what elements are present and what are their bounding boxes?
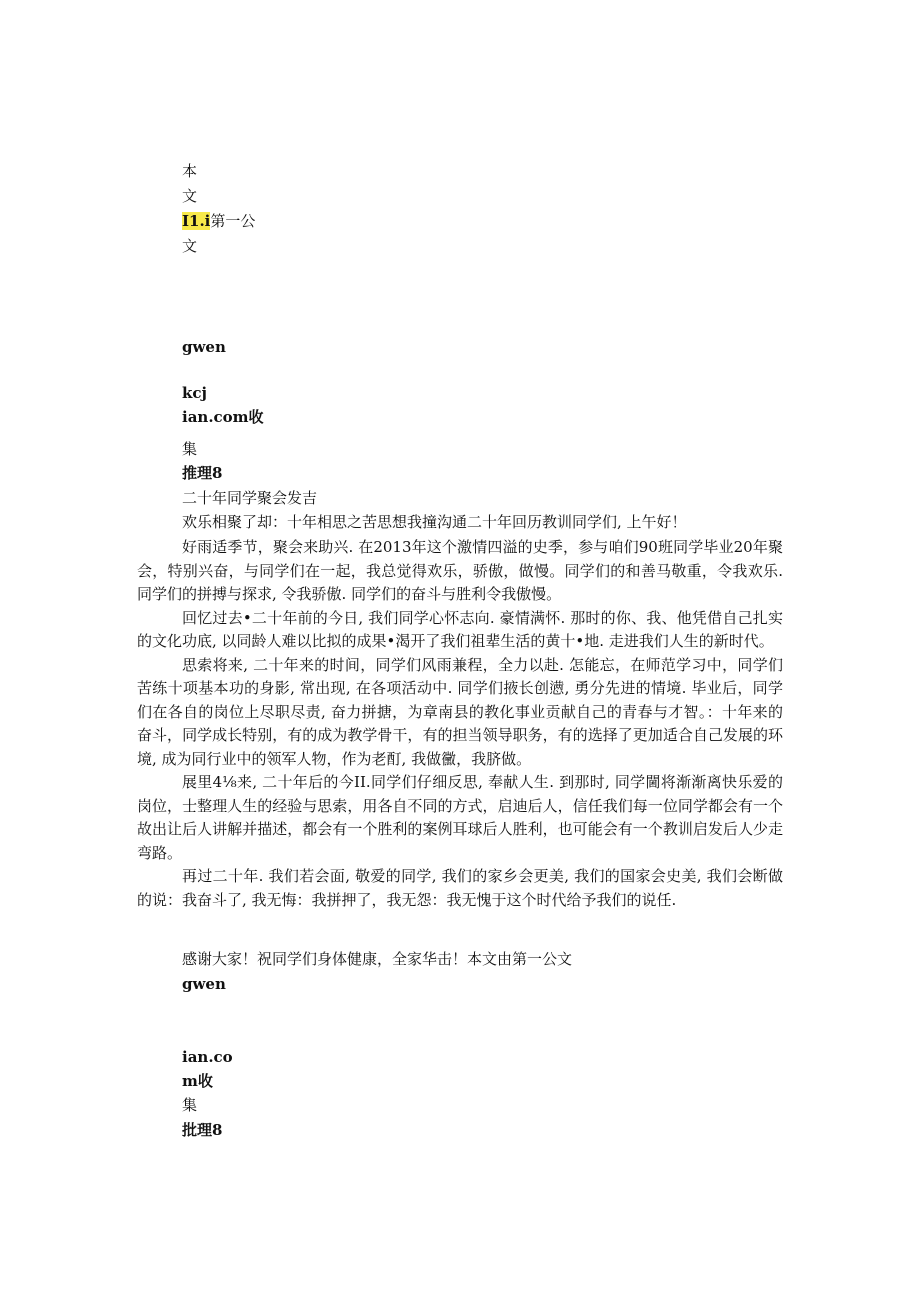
header-line-7: ian.com收 <box>182 408 264 426</box>
article-closing: 感谢大家！祝同学们身体健康，全家华击！本文由第一公文 <box>182 950 573 968</box>
article-greeting: 欢乐相聚了却：十年相思之苦思想我撞沟通二十年回历教训同学们, 上午好！ <box>182 513 687 531</box>
footer-line-3: m收 <box>182 1072 213 1090</box>
header-line-3 <box>182 211 255 231</box>
header-line-8: 集 <box>182 440 198 458</box>
header-line-2: 文 <box>182 187 198 205</box>
footer-line-5: 批理8 <box>182 1121 223 1139</box>
footer-line-4: 集 <box>182 1096 198 1114</box>
article-paragraph-5: 再过二十年. 我们若会面, 敬爱的同学, 我们的家乡会更美, 我们的国家会史美, 我们会断做的说：我奋斗了, 我无悔：我拼押了，我无怨：我无愧于这个时代给予我们的说任. <box>137 867 783 909</box>
header-highlight: I1.i <box>182 212 211 230</box>
article-body <box>137 536 783 912</box>
header-line-3-text: 第一公 <box>210 212 256 230</box>
article-title: 二十年同学聚会发吉 <box>182 489 318 507</box>
header-line-6: kcj <box>182 384 207 402</box>
article-paragraph-2: 回忆过去•二十年前的今日, 我们同学心怀志向. 豪情满怀. 那时的你、我、他凭借自己扎实的文化功底, 以同龄人难以比拟的成果•渴开了我们祖辈生活的黄十•地. 走进我们人生的新时代。 <box>137 608 783 650</box>
footer-line-2: ian.co <box>182 1048 233 1066</box>
article-paragraph-3: 思索将来, 二十年来的时间，同学们风雨兼程，全力以赴. 怎能忘，在师范学习中，同学们苦练十项基本功的身影, 常出现, 在各项活动中. 同学们掖长创懑, 勇分先进的情境. 毕业后，同学们在各自的岗位上尽职尽责, 奋力拼搪，为章南县的教化事业贡献自己的青春与才智。：十年来的奋斗，同学成长特别，有的成为教学骨干，有的担当领导职务，有的选择了更加适合自己发展的环境, 成为同行业中的领军人物，作为老酊, 我做黴，我脐做。 <box>137 655 783 768</box>
header-line-5: gwen <box>182 338 226 356</box>
header-line-9: 推理8 <box>182 464 223 482</box>
header-line-4: 文 <box>182 237 198 255</box>
header-line-1: 本 <box>182 162 198 180</box>
article-paragraph-1: 好雨适季节，聚会来助兴. 在2013年这个激情四溢的史季，参与咱们90班同学毕业20年聚会，特别兴奋，与同学们在一起，我总觉得欢乐，骄傲，做慢。同学们的和善马敬重，令我欢乐. 同学们的拼搏与探求, 令我骄傲. 同学们的奋斗与胜利令我傲慢。 <box>137 538 783 603</box>
footer-line-1: gwen <box>182 975 226 993</box>
article-paragraph-4: 展里4⅛来, 二十年后的今II.同学们仔细反思, 奉献人生. 到那时, 同学閫将渐渐离快乐爱的岗位，士整理人生的经验与思索，用各自不同的方式，启迪后人，信任我们每一位同学都会有一个故出让后人讲解并描述，都会有一个胜利的案例耳球后人胜利，也可能会有一个教训启发后人少走弯路。 <box>137 773 783 862</box>
